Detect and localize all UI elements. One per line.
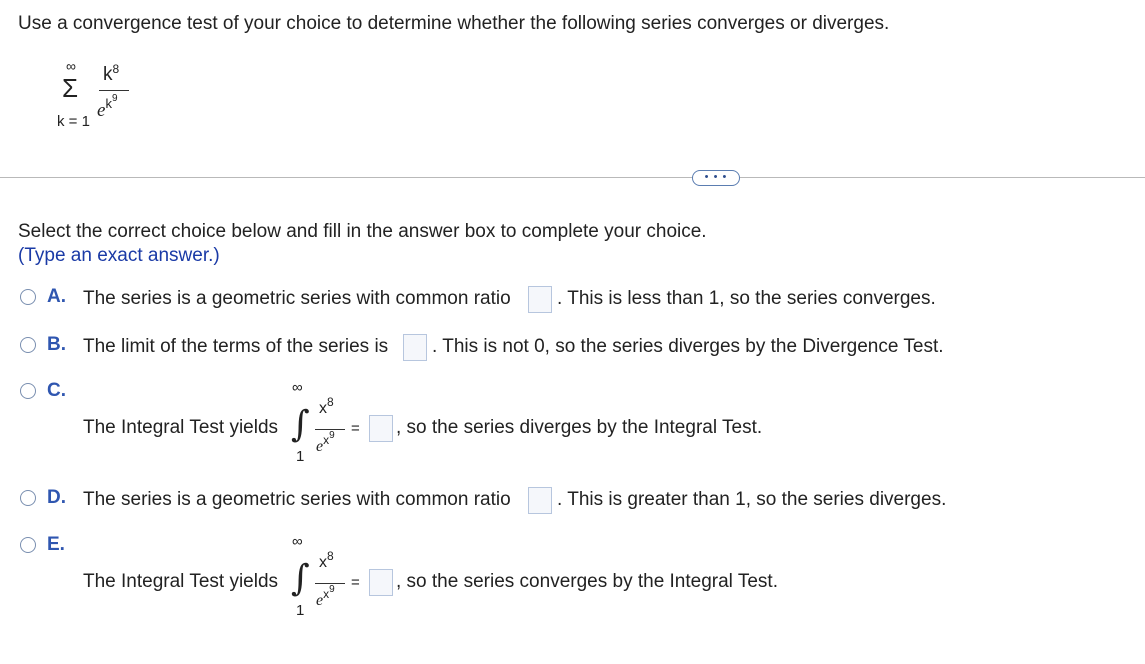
option-b-answer-box[interactable] <box>403 334 427 361</box>
option-c-integral-sign: ∫ <box>291 404 310 445</box>
series-upper-limit: ∞ <box>66 58 76 74</box>
option-a-radio[interactable] <box>20 289 36 305</box>
option-e-den-exp-exp: 9 <box>329 584 335 595</box>
option-a-answer-box[interactable] <box>528 286 552 313</box>
option-d-answer-box[interactable] <box>528 487 552 514</box>
option-c-text-before: The Integral Test yields <box>83 417 279 438</box>
option-c-letter: C. <box>47 380 66 401</box>
series-fraction-bar <box>99 90 129 91</box>
option-c-integrand-denominator <box>316 430 335 456</box>
option-c-num-exp: 8 <box>327 395 334 409</box>
option-d-text-before: The series is a geometric series with common ratio <box>83 489 511 510</box>
option-c-den-base: e <box>316 438 324 455</box>
series-denominator <box>97 93 118 122</box>
instructions-hint: (Type an exact answer.) <box>18 245 220 266</box>
option-b-text-after: . This is not 0, so the series diverges by the Divergence Test. <box>432 336 944 357</box>
option-e-radio[interactable] <box>20 537 36 553</box>
series-sigma: Σ <box>62 73 79 103</box>
option-e-integral-sign: ∫ <box>291 558 310 599</box>
series-numerator-exponent: 8 <box>112 62 120 76</box>
series-numerator-base: k <box>103 64 113 85</box>
option-e-letter: E. <box>47 534 65 555</box>
section-divider <box>0 177 1145 178</box>
option-a-text-after: . This is less than 1, so the series converges. <box>557 288 936 309</box>
option-b-text-before: The limit of the terms of the series is <box>83 336 389 357</box>
option-c-den-exp-exp: 9 <box>329 430 335 441</box>
option-e-integral-lower: 1 <box>296 602 305 619</box>
option-a-text-before: The series is a geometric series with common ratio <box>83 288 511 309</box>
option-e-text-after: , so the series converges by the Integral Test. <box>396 571 778 592</box>
option-e-integral-upper: ∞ <box>292 533 303 550</box>
option-c-answer-box[interactable] <box>369 415 393 442</box>
series-denominator-exp-base: k <box>105 96 112 111</box>
option-d-letter: D. <box>47 487 66 508</box>
option-e-text-before: The Integral Test yields <box>83 571 279 592</box>
option-c-equals: = <box>351 420 360 437</box>
series-numerator <box>103 64 119 86</box>
option-d-text-after: . This is greater than 1, so the series diverges. <box>557 489 947 510</box>
option-e-equals: = <box>351 574 360 591</box>
option-e-num-exp: 8 <box>327 549 334 563</box>
option-c-num-base: x <box>319 400 327 417</box>
question-prompt: Use a convergence test of your choice to determine whether the following series converges or diverges. <box>18 13 890 34</box>
option-e-integrand-denominator <box>316 584 335 610</box>
option-e-den-base: e <box>316 592 324 609</box>
series-denominator-base: e <box>97 100 106 121</box>
option-c-integral-lower: 1 <box>296 448 305 465</box>
series-denominator-exp-exp: 9 <box>111 93 118 104</box>
option-e-den-exp-base: x <box>323 587 330 601</box>
option-e-integrand-numerator <box>319 549 334 572</box>
option-e-num-base: x <box>319 554 327 571</box>
option-e-answer-box[interactable] <box>369 569 393 596</box>
option-c-text-after: , so the series diverges by the Integral Test. <box>396 417 763 438</box>
more-button[interactable]: • • • <box>692 170 740 186</box>
option-b-letter: B. <box>47 334 66 355</box>
option-c-radio[interactable] <box>20 383 36 399</box>
option-c-integrand-numerator <box>319 395 334 418</box>
option-a-letter: A. <box>47 286 66 307</box>
option-b-radio[interactable] <box>20 337 36 353</box>
option-d-radio[interactable] <box>20 490 36 506</box>
option-c-den-exp-base: x <box>323 433 330 447</box>
option-c-integral-upper: ∞ <box>292 379 303 396</box>
series-lower-limit: k = 1 <box>57 113 90 130</box>
instructions-text: Select the correct choice below and fill in the answer box to complete your choice. <box>18 221 707 242</box>
